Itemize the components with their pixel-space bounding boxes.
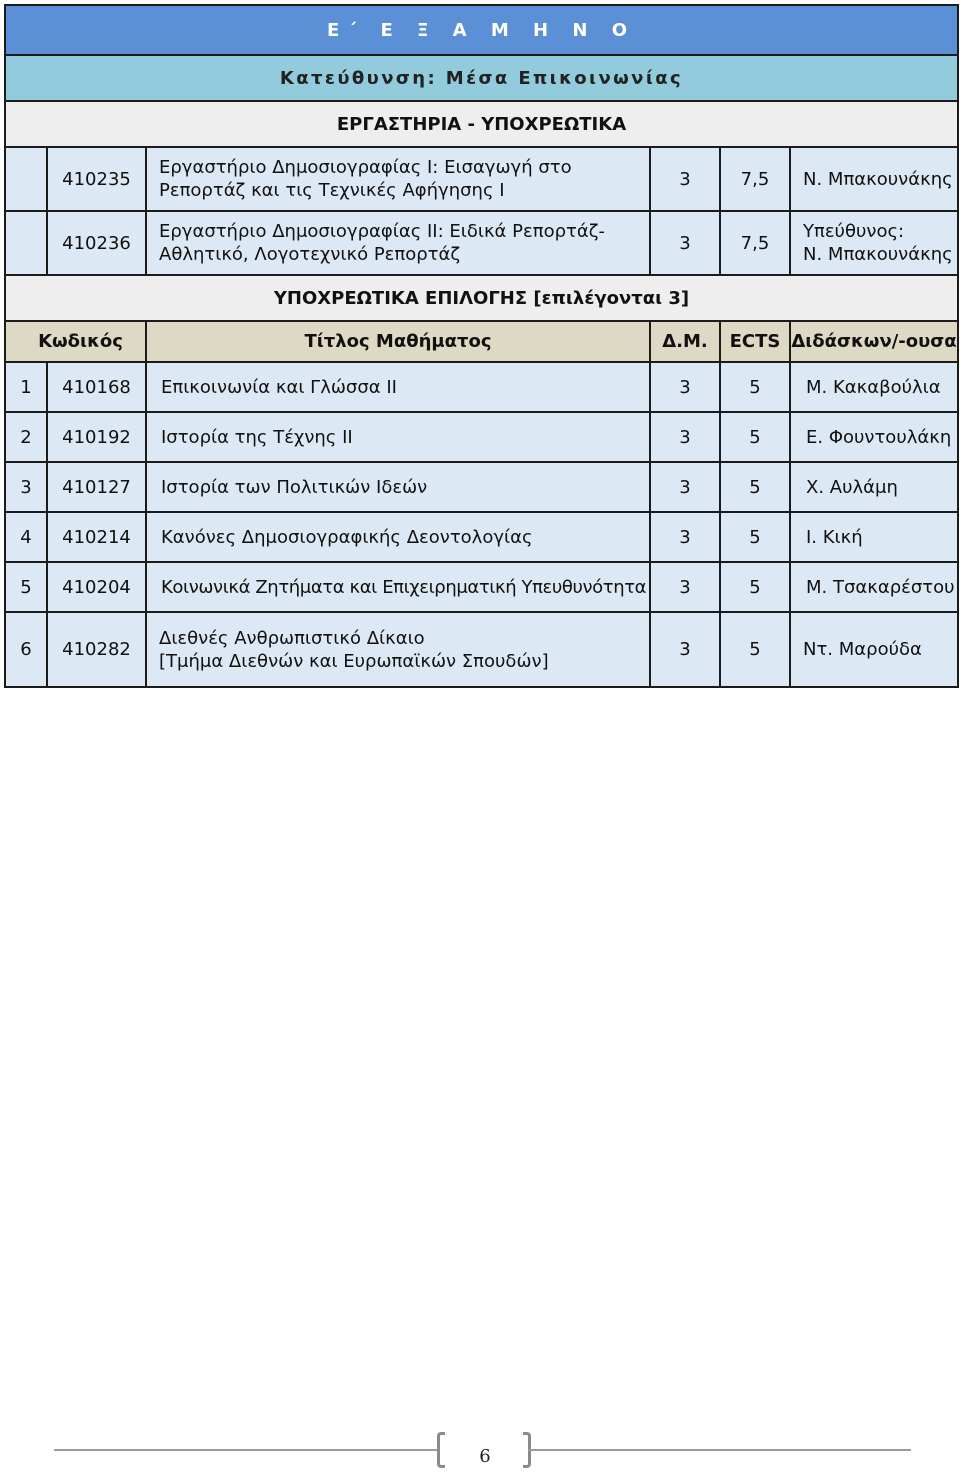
row-number: 4 bbox=[5, 512, 47, 562]
course-title-line: Εργαστήριο Δημοσιογραφίας Ι: Εισαγωγή στο bbox=[159, 157, 572, 178]
table-row bbox=[5, 462, 958, 512]
row-number: 6 bbox=[5, 612, 47, 687]
page-number: 6 bbox=[479, 1446, 491, 1467]
table-row bbox=[5, 512, 958, 562]
semester-title: Ε΄ Ε Ξ Α Μ Η Ν Ο bbox=[5, 5, 958, 55]
course-hours: 3 bbox=[650, 612, 720, 687]
course-teacher: Ντ. Μαρούδα bbox=[790, 612, 958, 687]
teacher-line: Ν. Μπακουνάκης bbox=[803, 168, 953, 190]
column-header-row bbox=[5, 321, 958, 362]
row-number: 3 bbox=[5, 462, 47, 512]
course-teacher bbox=[790, 211, 958, 275]
table-row bbox=[5, 412, 958, 462]
course-ects: 5 bbox=[720, 612, 790, 687]
course-ects: 5 bbox=[720, 362, 790, 412]
course-ects: 5 bbox=[720, 512, 790, 562]
course-code: 410235 bbox=[47, 147, 146, 211]
course-code: 410168 bbox=[47, 362, 146, 412]
course-title-line: Ρεπορτάζ και τις Τεχνικές Αφήγησης Ι bbox=[159, 180, 505, 201]
lab-row bbox=[5, 147, 958, 211]
course-teacher: Μ. Κακαβούλια bbox=[790, 362, 958, 412]
row-number: 2 bbox=[5, 412, 47, 462]
electives-section-title: ΥΠΟΧΡΕΩΤΙΚΑ ΕΠΙΛΟΓΗΣ [επιλέγονται 3] bbox=[5, 275, 958, 321]
course-title bbox=[146, 147, 650, 211]
course-hours: 3 bbox=[650, 462, 720, 512]
course-hours: 3 bbox=[650, 362, 720, 412]
table-row bbox=[5, 612, 958, 687]
course-ects: 7,5 bbox=[720, 211, 790, 275]
course-title: Επικοινωνία και Γλώσσα ΙΙ bbox=[146, 362, 650, 412]
course-code: 410236 bbox=[47, 211, 146, 275]
course-ects: 5 bbox=[720, 562, 790, 612]
course-teacher: Χ. Αυλάμη bbox=[790, 462, 958, 512]
row-number: 1 bbox=[5, 362, 47, 412]
course-hours: 3 bbox=[650, 147, 720, 211]
course-code: 410127 bbox=[47, 462, 146, 512]
course-ects: 5 bbox=[720, 462, 790, 512]
column-header-title: Τίτλος Μαθήματος bbox=[146, 321, 650, 362]
course-title: Κανόνες Δημοσιογραφικής Δεοντολογίας bbox=[146, 512, 650, 562]
course-hours: 3 bbox=[650, 412, 720, 462]
course-teacher: Ε. Φουντουλάκη bbox=[790, 412, 958, 462]
row-number: 5 bbox=[5, 562, 47, 612]
column-header-teacher: Διδάσκων/-ουσα bbox=[790, 321, 958, 362]
lab-row bbox=[5, 211, 958, 275]
column-header-code: Κωδικός bbox=[5, 321, 146, 362]
course-title-line: Αθλητικό, Λογοτεχνικό Ρεπορτάζ bbox=[159, 244, 461, 265]
course-ects: 7,5 bbox=[720, 147, 790, 211]
course-teacher: Μ. Τσακαρέστου bbox=[790, 562, 958, 612]
teacher-line: Υπεύθυνος: bbox=[803, 221, 905, 242]
lab-row-number bbox=[5, 211, 47, 275]
course-code: 410204 bbox=[47, 562, 146, 612]
direction-title: Κατεύθυνση: Μέσα Επικοινωνίας bbox=[5, 55, 958, 101]
course-title: Κοινωνικά Ζητήματα και Επιχειρηματική Υπευθυνότητα bbox=[146, 562, 650, 612]
course-title-line: Εργαστήριο Δημοσιογραφίας ΙΙ: Ειδικά Ρεπορτάζ- bbox=[159, 221, 605, 242]
table-row bbox=[5, 362, 958, 412]
course-hours: 3 bbox=[650, 562, 720, 612]
course-title-line: Διεθνές Ανθρωπιστικό Δίκαιο bbox=[159, 627, 425, 649]
column-header-hours: Δ.Μ. bbox=[650, 321, 720, 362]
footer-rule-left bbox=[54, 1449, 440, 1451]
teacher-line: Ν. Μπακουνάκης bbox=[803, 244, 953, 265]
course-title bbox=[146, 211, 650, 275]
course-code: 410192 bbox=[47, 412, 146, 462]
table-row bbox=[5, 562, 958, 612]
course-code: 410282 bbox=[47, 612, 146, 687]
course-schedule-table bbox=[4, 4, 959, 688]
course-teacher bbox=[790, 147, 958, 211]
course-title: Ιστορία των Πολιτικών Ιδεών bbox=[146, 462, 650, 512]
course-hours: 3 bbox=[650, 211, 720, 275]
page-footer bbox=[0, 1430, 960, 1470]
footer-rule-right bbox=[528, 1449, 911, 1451]
course-code: 410214 bbox=[47, 512, 146, 562]
lab-row-number bbox=[5, 147, 47, 211]
column-header-ects: ECTS bbox=[720, 321, 790, 362]
course-title-line: [Τμήμα Διεθνών και Ευρωπαϊκών Σπουδών] bbox=[159, 650, 549, 672]
course-teacher: Ι. Κική bbox=[790, 512, 958, 562]
course-ects: 5 bbox=[720, 412, 790, 462]
course-hours: 3 bbox=[650, 512, 720, 562]
course-title: Ιστορία της Τέχνης ΙΙ bbox=[146, 412, 650, 462]
course-title bbox=[146, 612, 650, 687]
labs-section-title: ΕΡΓΑΣΤΗΡΙΑ - ΥΠΟΧΡΕΩΤΙΚΑ bbox=[5, 101, 958, 147]
